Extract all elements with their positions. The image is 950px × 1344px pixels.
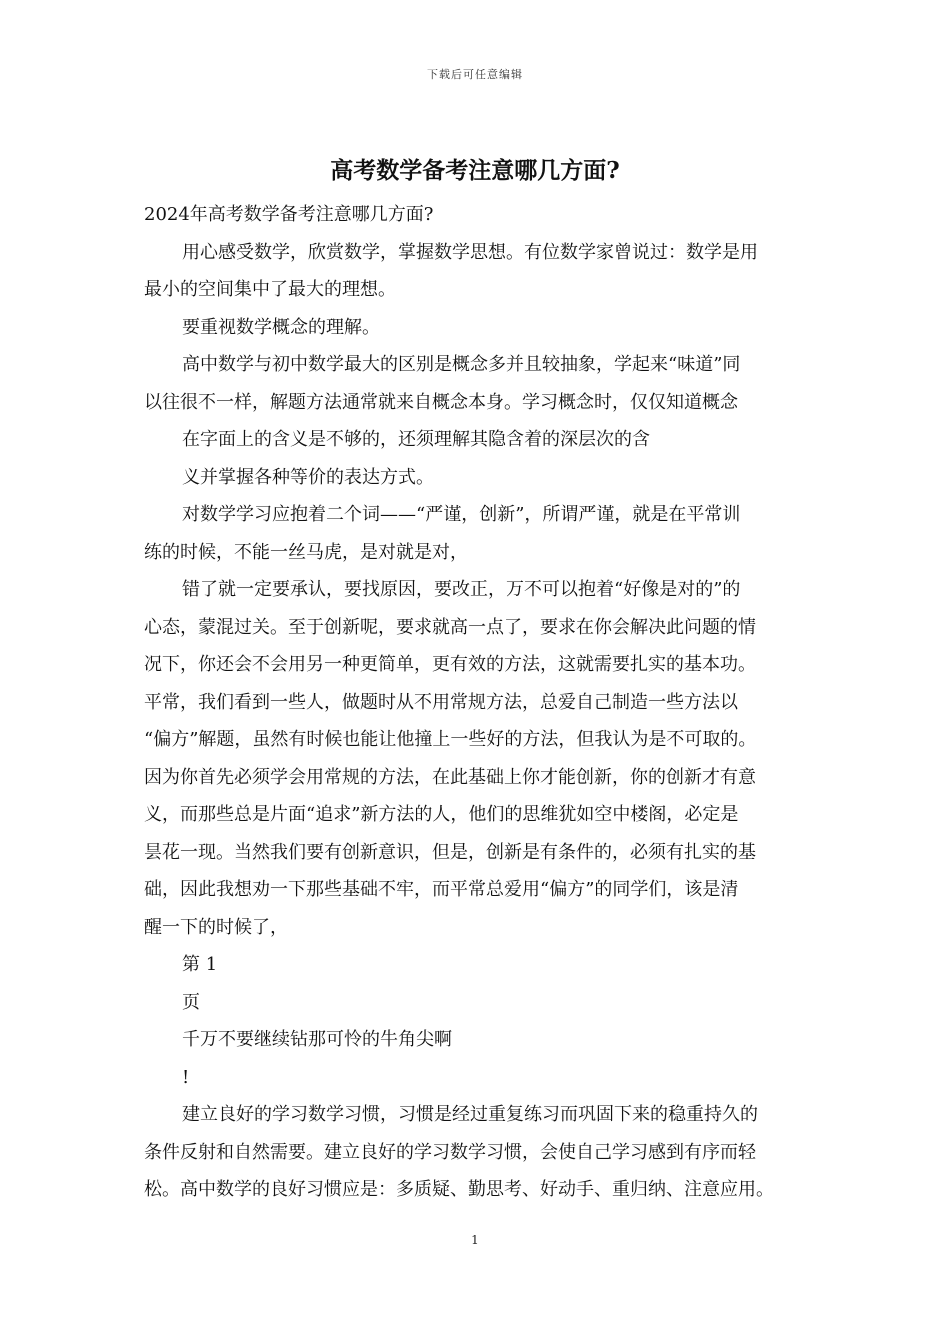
paragraph-line: 千万不要继续钻那可怜的牛角尖啊 — [182, 1029, 452, 1050]
paragraph-line: 松。高中数学的良好习惯应是：多质疑、勤思考、好动手、重归纳、注意应用。 — [144, 1179, 774, 1200]
paragraph-line: 以往很不一样，解题方法通常就来自概念本身。学习概念时，仅仅知道概念 — [144, 391, 738, 413]
page-marker-line: 页 — [182, 991, 200, 1013]
paragraph-line: 建立良好的学习数学习惯，习惯是经过重复练习而巩固下来的稳重持久的 — [182, 1104, 758, 1125]
paragraph-line: 高中数学与初中数学最大的区别是概念多并且较抽象，学起来“味道”同 — [182, 354, 741, 375]
document-title: 高考数学备考注意哪几方面? — [330, 157, 620, 184]
paragraph-line: 醒一下的时候了， — [144, 916, 288, 938]
document-body — [144, 196, 820, 1209]
paragraph-line: 错了就一定要承认，要找原因，要改正，万不可以抱着“好像是对的”的 — [182, 579, 741, 600]
paragraph-line: 在字面上的含义是不够的，还须理解其隐含着的深层次的含 — [182, 429, 650, 450]
paragraph-line: 平常，我们看到一些人，做题时从不用常规方法，总爱自己制造一些方法以 — [144, 691, 738, 713]
paragraph-line: 条件反射和自然需要。建立良好的学习数学习惯，会使自己学习感到有序而轻 — [144, 1141, 756, 1163]
paragraph-line: 要重视数学概念的理解。 — [182, 316, 380, 338]
paragraph-line: 因为你首先必须学会用常规的方法，在此基础上你才能创新，你的创新才有意 — [144, 766, 756, 788]
paragraph-line: 础，因此我想劝一下那些基础不牢，而平常总爱用“偏方”的同学们，该是清 — [144, 879, 739, 900]
paragraph-line: “偏方”解题，虽然有时候也能让他撞上一些好的方法，但我认为是不可取的。 — [144, 729, 757, 750]
paragraph-line: 义并掌握各种等价的表达方式。 — [182, 466, 434, 488]
paragraph-line: 用心感受数学，欣赏数学，掌握数学思想。有位数学家曾说过：数学是用 — [182, 241, 758, 263]
paragraph-line: ! — [182, 1066, 190, 1088]
paragraph-line: 练的时候，不能一丝马虎，是对就是对， — [144, 541, 468, 563]
header-note: 下载后可任意编辑 — [427, 68, 523, 81]
paragraph-line: 况下，你还会不会用另一种更简单，更有效的方法，这就需要扎实的基本功。 — [144, 654, 756, 675]
paragraph-line: 昙花一现。当然我们要有创新意识，但是，创新是有条件的，必须有扎实的基 — [144, 841, 756, 863]
page-marker-line: 第 1 — [182, 954, 218, 975]
paragraph-line: 对数学学习应抱着二个词——“严谨，创新”，所谓严谨，就是在平常训 — [182, 504, 741, 525]
subtitle-line: 2024年高考数学备考注意哪几方面? — [144, 204, 434, 225]
paragraph-line: 最小的空间集中了最大的理想。 — [144, 279, 396, 300]
paragraph-line: 义，而那些总是片面“追求”新方法的人，他们的思维犹如空中楼阁，必定是 — [144, 804, 739, 825]
page-number: 1 — [471, 1233, 479, 1247]
paragraph-line: 心态，蒙混过关。至于创新呢，要求就高一点了，要求在你会解决此问题的情 — [144, 616, 756, 638]
